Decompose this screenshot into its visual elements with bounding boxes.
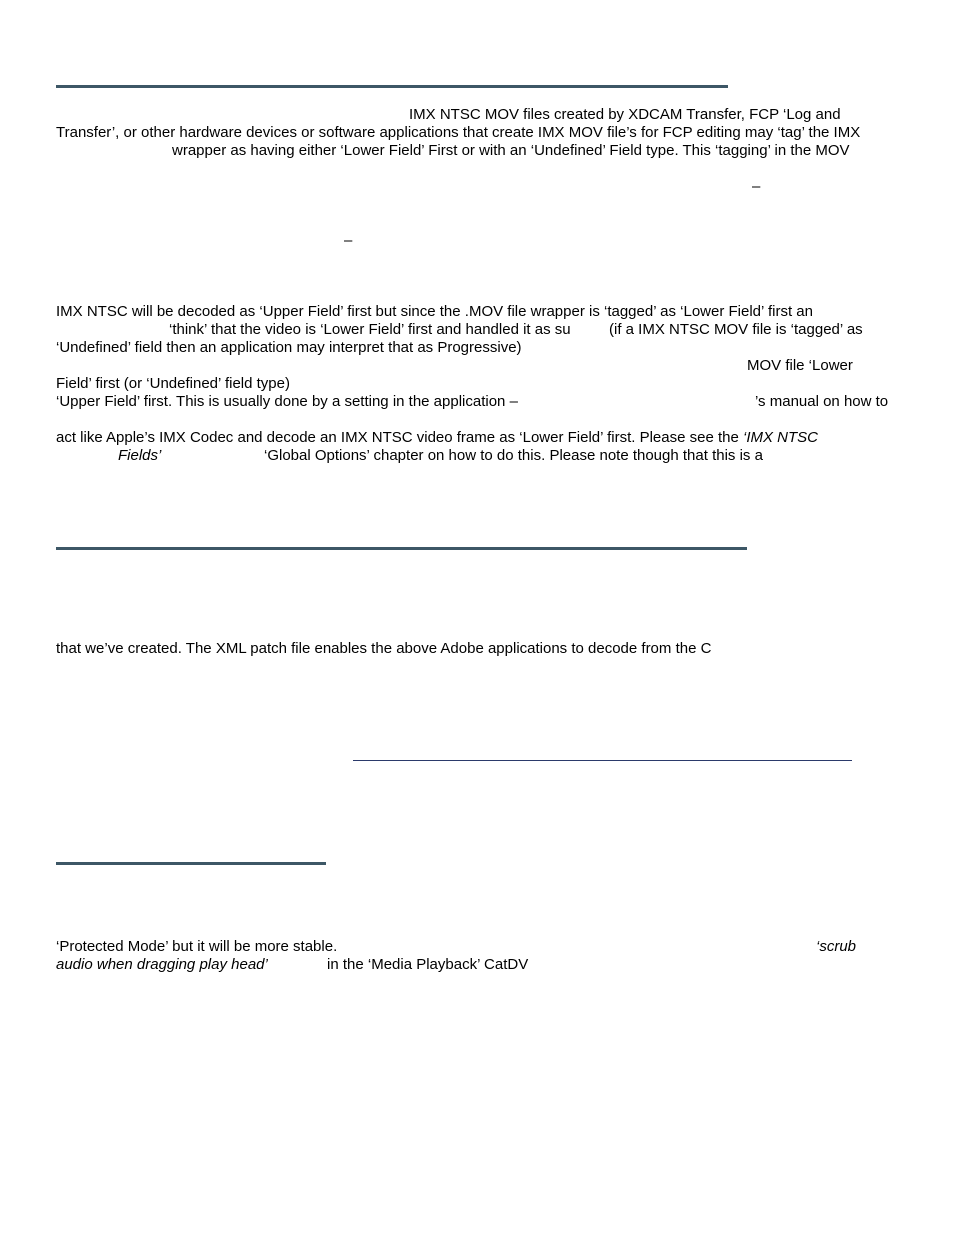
paragraph-line (56, 429, 818, 447)
paragraph-line: Transfer’, or other hardware devices or software applications that create IMX MOV file’s for FCP editing may ‘tag’ the IMX (56, 124, 861, 141)
italic-reference: ‘scrub (816, 938, 857, 955)
paragraph-line: ‘think’ that the video is ‘Lower Field’ first and handled it as su (169, 321, 571, 338)
paragraph-line: ’s manual on how to (755, 393, 889, 410)
paragraph-line: IMX NTSC MOV files created by XDCAM Transfer, FCP ‘Log and (409, 106, 841, 123)
italic-reference: Fields’ (118, 447, 162, 464)
paragraph-line: ‘Global Options’ chapter on how to do this. Please note though that this is a (264, 447, 763, 464)
paragraph-line: that we’ve created. The XML patch file enables the above Adobe applications to decode from the C (56, 640, 712, 657)
section-divider-3 (56, 862, 326, 865)
paragraph-line: ‘Upper Field’ first. This is usually done by a setting in the application – (56, 393, 518, 410)
paragraph-line: Field’ first (or ‘Undefined’ field type) (56, 375, 290, 392)
dash-fragment: – (752, 178, 761, 195)
paragraph-line: (if a IMX NTSC MOV file is ‘tagged’ as (609, 321, 863, 338)
paragraph-line: ‘Undefined’ field then an application may interpret that as Progressive) (56, 339, 522, 356)
hyperlink-underline[interactable] (353, 760, 852, 761)
italic-reference: ‘IMX NTSC (743, 429, 818, 446)
section-divider-2 (56, 547, 747, 550)
paragraph-line: IMX NTSC will be decoded as ‘Upper Field’ first but since the .MOV file wrapper is ‘tagged’ as ‘Lower Field’ first an (56, 303, 813, 320)
italic-reference: audio when dragging play head’ (56, 956, 268, 973)
paragraph-line: ‘Protected Mode’ but it will be more stable. (56, 938, 338, 955)
paragraph-line: wrapper as having either ‘Lower Field’ First or with an ‘Undefined’ Field type. This ‘tagging’ in the MOV (172, 142, 850, 159)
paragraph-text: act like Apple’s IMX Codec and decode an IMX NTSC video frame as ‘Lower Field’ first. Please see the (56, 429, 743, 446)
paragraph-line: MOV file ‘Lower (747, 357, 853, 374)
dash-fragment: – (344, 232, 353, 249)
paragraph-line: in the ‘Media Playback’ CatDV (327, 956, 529, 973)
section-divider-1 (56, 85, 728, 88)
